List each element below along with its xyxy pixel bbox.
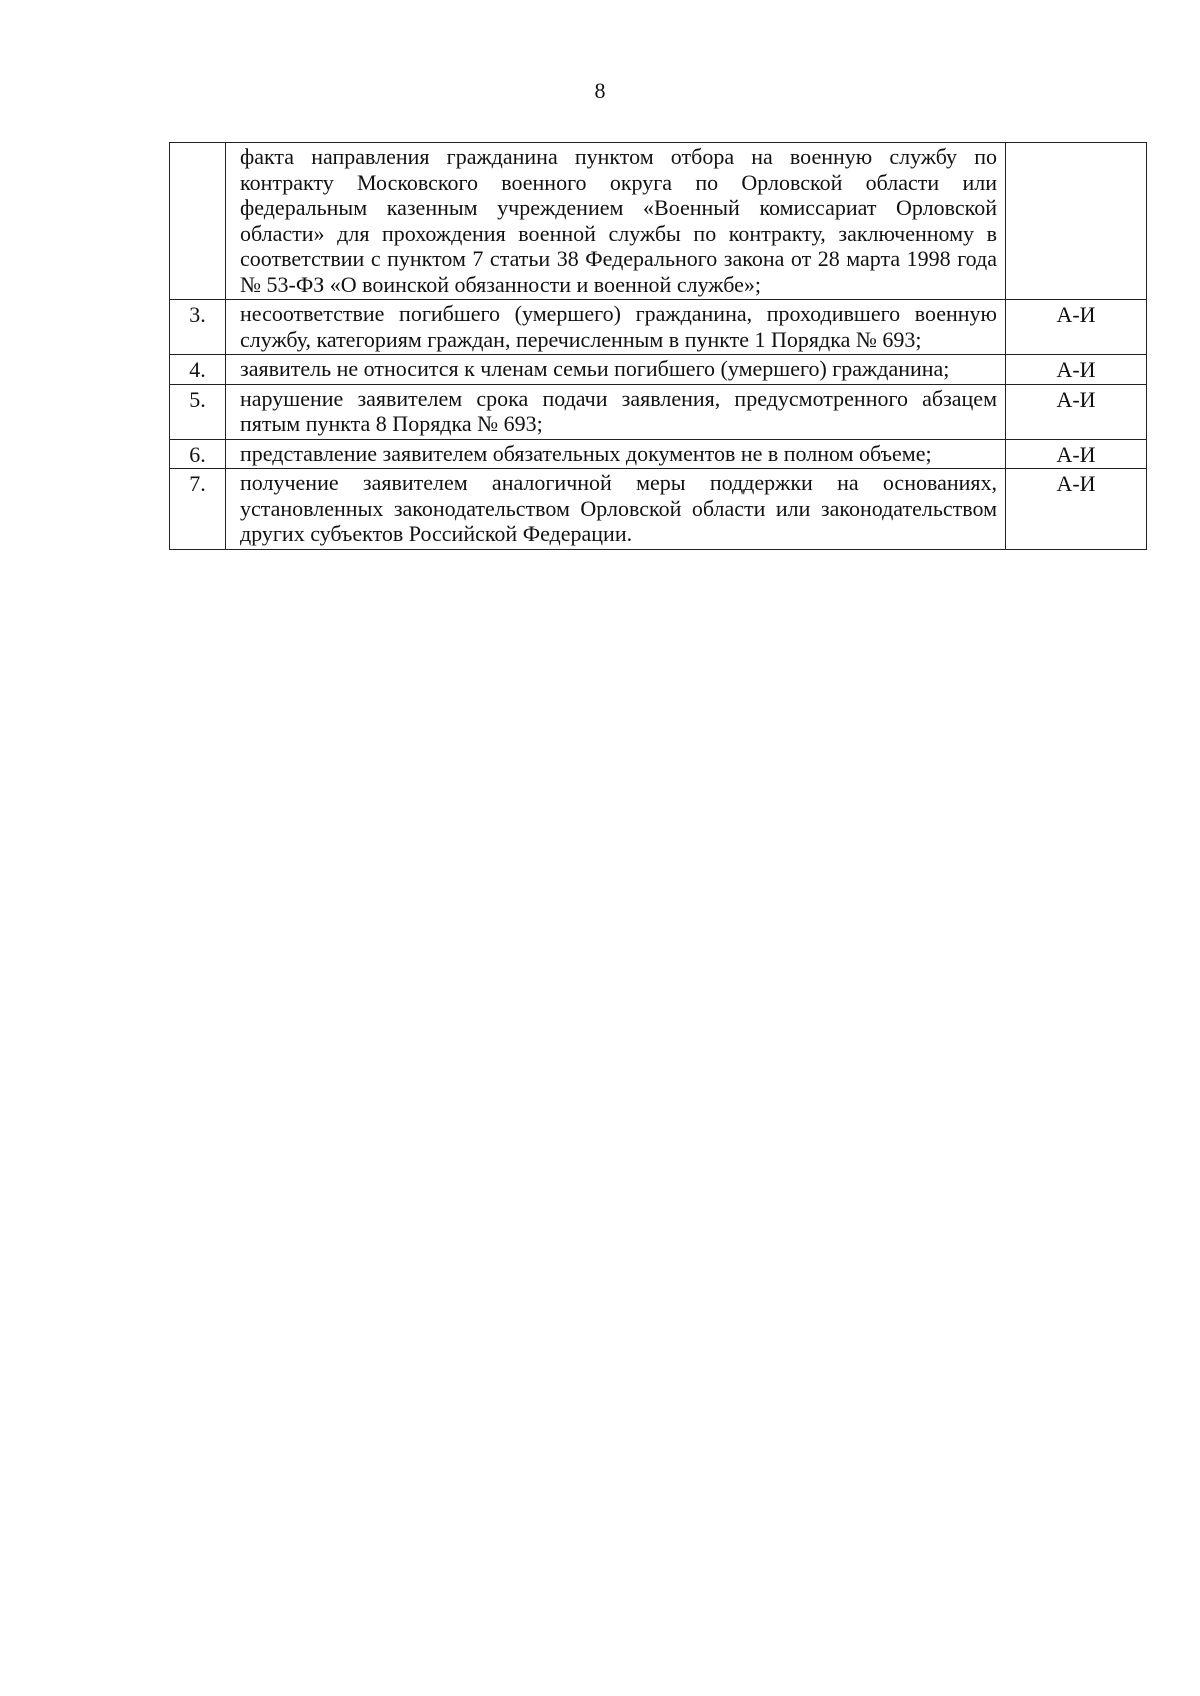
row-text: несоответствие погибшего (умершего) гражданина, проходившего военную службу, категориям граждан, перечисленным в пункте 1 Порядка № 693; [226,300,1006,355]
row-number: 4. [170,355,226,385]
row-text: нарушение заявителем срока подачи заявления, предусмотренного абзацем пятым пункта 8 Порядка № 693; [226,384,1006,439]
row-code: А-И [1006,300,1147,355]
table-row [170,300,1147,355]
row-code: А-И [1006,469,1147,550]
row-number: 6. [170,439,226,469]
row-code [1006,143,1147,300]
row-text: факта направления гражданина пунктом отбора на военную службу по контракту Московского военного округа по Орловской области или федеральным казенным учреждением «Военный комиссариат Орловской области» для прохождения военной службы по контракту, заключенному в соответствии с пунктом 7 статьи 38 Федерального закона от 28 марта 1998 года № 53-ФЗ «О воинской обязанности и военной службе»; [226,143,1006,300]
grounds-table [169,142,1147,550]
row-number [170,143,226,300]
table-row [170,469,1147,550]
table-row [170,143,1147,300]
row-text: представление заявителем обязательных документов не в полном объеме; [226,439,1006,469]
row-code: А-И [1006,355,1147,385]
row-number: 7. [170,469,226,550]
table-row [170,439,1147,469]
row-text: заявитель не относится к членам семьи погибшего (умершего) гражданина; [226,355,1006,385]
row-number: 3. [170,300,226,355]
page-number: 8 [594,78,606,103]
row-number: 5. [170,384,226,439]
row-code: А-И [1006,384,1147,439]
table-row [170,384,1147,439]
row-code: А-И [1006,439,1147,469]
table-row [170,355,1147,385]
row-text: получение заявителем аналогичной меры поддержки на основаниях, установленных законодательством Орловской области или законодательством других субъектов Российской Федерации. [226,469,1006,550]
